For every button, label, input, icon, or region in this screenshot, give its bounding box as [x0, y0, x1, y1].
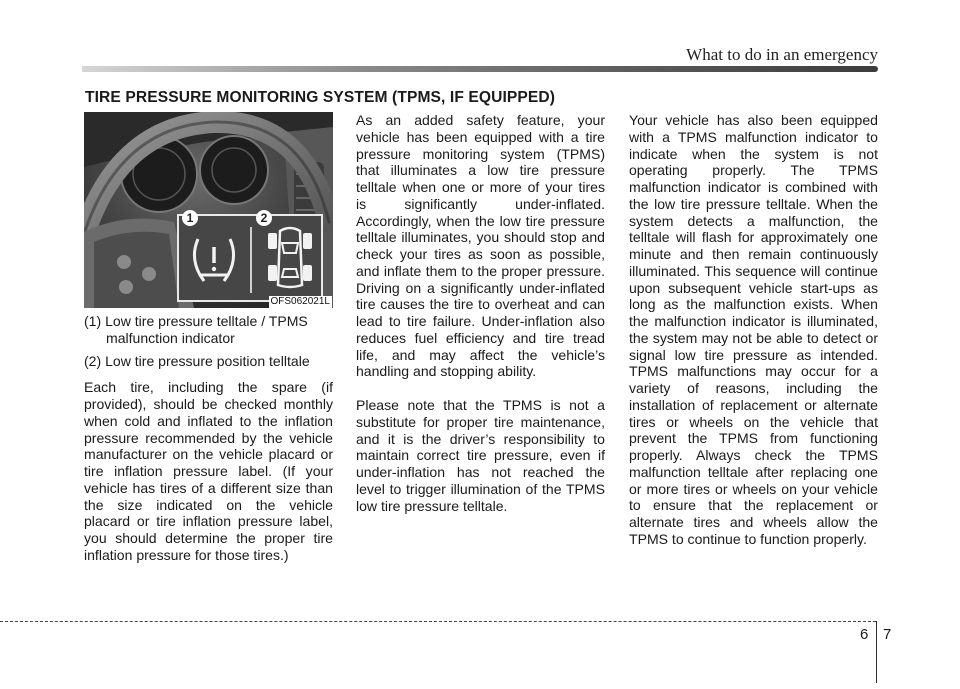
callout-2: 2 — [256, 210, 272, 226]
column-1 — [84, 112, 333, 578]
chapter-number: 6 — [860, 626, 869, 643]
paragraph-tpms-note: Please note that the TPMS is not a substitute for proper tire maintenance, and it is the driver’s responsibility to maintain correct tire pressure, even if under-inflation has not reached the level to trigger illumination of the TPMS low tire pressure telltale. — [356, 397, 605, 514]
paragraph-tire-check: Each tire, including the spare (if provided), should be checked monthly when cold and inflated to the inflation pressure recommended by the vehicle manufacturer on the vehicle placard or tire inflation pressure label. (If your vehicle has tires of a different size than the size indicated on the vehicle placard or tire inflation pressure label, you should determine the proper tire inflation pressure for those tires.) — [84, 379, 333, 563]
footer-rule — [0, 621, 876, 622]
page-heading: TIRE PRESSURE MONITORING SYSTEM (TPMS, IF EQUIPPED) — [85, 89, 556, 106]
page-number: 7 — [883, 626, 892, 643]
paragraph-tpms-feature: As an added safety feature, your vehicle has been equipped with a tire pressure monitoring system (TPMS) that illuminates a low tire pressure telltale when one or more of your tires is significantly under-inflated. Accordingly, when the low tire pressure telltale illuminates, you should stop and check your tires as soon as possible, and inflate them to the proper pressure. Driving on a significantly under-inflated tire causes the tire to overheat and can lead to tire failure. Under-inflation also reduces fuel efficiency and tire tread life, and may affect the vehicle’s handling and stopping ability. — [356, 112, 605, 380]
figure-code: OFS062021L — [270, 296, 330, 307]
callout-1: 1 — [182, 210, 198, 226]
telltale-inset — [176, 205, 326, 303]
paragraph-malfunction-indicator: Your vehicle has also been equipped with a TPMS malfunction indicator to indicate when the system is not operating properly. The TPMS malfunction indicator is combined with the low tire pressure telltale. When the system detects a malfunction, the telltale will flash for approximately one minute and then remain continuously illuminated. This sequence will continue upon subsequent vehicle start-ups as long as the malfunction exists. When the malfunction indicator is illuminated, the system may not be able to detect or signal low tire pressure as intended. TPMS malfunctions may occur for a variety of reasons, including the installation of replacement or alternate tires or wheels on the vehicle that prevent the TPMS from functioning properly. Always check the TPMS malfunction telltale after replacing one or more tires or wheels on your vehicle to ensure that the replacement or alternate tires and wheels allow the TPMS to continue to function properly. — [629, 112, 878, 547]
dashboard-figure — [84, 112, 333, 308]
section-title: What to do in an emergency — [686, 45, 878, 64]
column-3 — [629, 112, 878, 562]
header-rule — [82, 66, 878, 72]
page-number-divider — [876, 621, 877, 683]
caption-2: (2) Low tire pressure position telltale — [84, 352, 310, 369]
caption-1: (1) Low tire pressure telltale / TPMS malfunction indicator — [84, 313, 308, 346]
column-2 — [356, 112, 605, 528]
